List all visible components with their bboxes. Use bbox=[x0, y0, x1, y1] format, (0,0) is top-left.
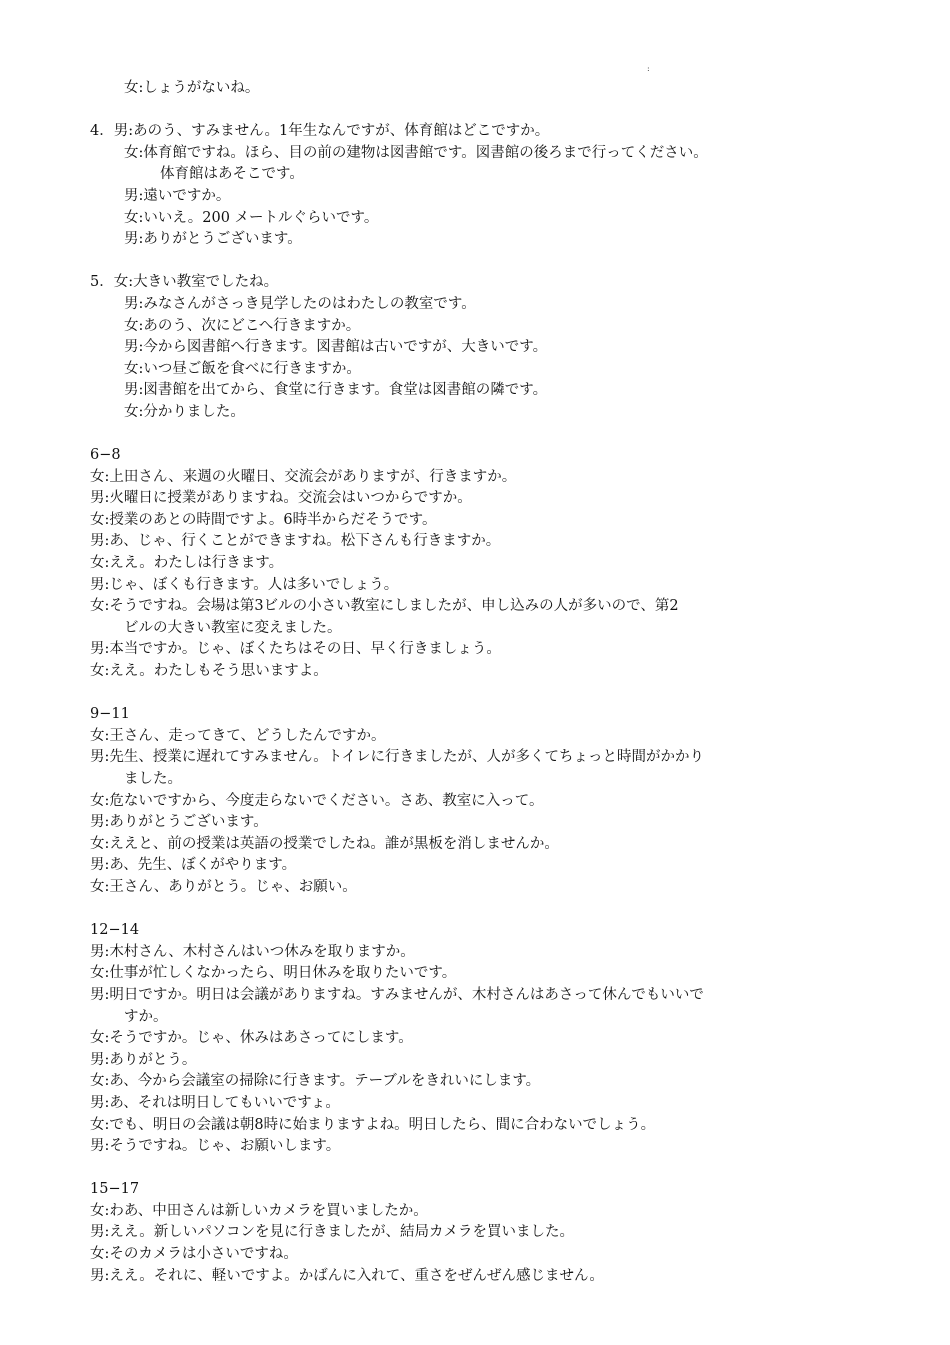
dialogue-line: 女:王さん、ありがとう。じゃ、お願い。 bbox=[90, 878, 357, 895]
dialogue-line: 女:でも、明日の会議は朝8時に始まりますよね。明日したら、間に合わないでしょう。 bbox=[90, 1116, 656, 1133]
dialogue-line: 男:みなさんがさっき見学したのはわたしの教室です。 bbox=[124, 295, 476, 312]
section-heading: 15−17 bbox=[90, 1181, 140, 1198]
dialogue-line: すか。 bbox=[124, 1008, 168, 1025]
dialogue-line: 男:遠いですか。 bbox=[124, 187, 231, 204]
dialogue-line: 女:ええ。わたしもそう思いますよ。 bbox=[90, 663, 328, 680]
dialogue-line: 男:木村さん、木村さんはいつ休みを取りますか。 bbox=[90, 943, 415, 960]
dialogue-line: 女:王さん、走ってきて、どうしたんですか。 bbox=[90, 727, 386, 744]
spacer bbox=[90, 424, 910, 446]
dialogue-line: 女:仕事が忙しくなかったら、明日休みを取りたいです。 bbox=[90, 965, 457, 982]
spacer bbox=[90, 1158, 910, 1180]
section-heading: 6−8 bbox=[90, 447, 121, 464]
dialogue-line: 男:ありがとう。 bbox=[90, 1051, 197, 1068]
dialogue-line: ました。 bbox=[124, 771, 182, 787]
dialogue-line: 男:今から図書館へ行きます。図書館は古いですが、大きいです。 bbox=[124, 339, 548, 356]
dialogue-line: 男:図書館を出てから、食堂に行きます。食堂は図書館の隣です。 bbox=[124, 382, 548, 399]
dialogue-line: 男:あ、じゃ、行くことができますね。松下さんも行きますか。 bbox=[90, 533, 501, 550]
spacer bbox=[90, 251, 910, 273]
dialogue-line: 女:ええと、前の授業は英語の授業でしたね。誰が黒板を消しませんか。 bbox=[90, 835, 559, 852]
dialogue-line: 女:わあ、中田さんは新しいカメラを買いましたか。 bbox=[90, 1202, 428, 1219]
dialogue-line: 男:先生、授業に遅れてすみません。トイレに行きましたが、人が多くてちょっと時間がかかり bbox=[90, 749, 705, 766]
dialogue-line: 男:あ、それは明日してもいいですょ。 bbox=[90, 1094, 340, 1111]
dialogue-line: 男:火曜日に授業がありますね。交流会はいつからですか。 bbox=[90, 490, 472, 507]
dialogue-line: 女:ええ。わたしは行きます。 bbox=[90, 555, 284, 572]
dialogue-line: 5．女:大きい教室でしたね。 bbox=[90, 274, 279, 291]
dialogue-line: 女:いつ昼ご飯を食べに行きますか。 bbox=[124, 360, 361, 377]
dialogue-line: 4．男:あのう、すみません。1年生なんですが、体育館はどこですか。 bbox=[90, 123, 550, 140]
dialogue-line: 女:授業のあとの時間ですよ。6時半からだそうです。 bbox=[90, 511, 437, 528]
dialogue-line: 男:ええ。それに、軽いですよ。かばんに入れて、重さをぜんぜん感じません。 bbox=[90, 1267, 604, 1284]
dialogue-line: 女:分かりました。 bbox=[124, 403, 245, 420]
section-heading: 9−11 bbox=[90, 706, 130, 723]
dialogue-line: 男:ありがとうございます。 bbox=[124, 231, 302, 248]
dialogue-line: 男:明日ですか。明日は会議がありますね。すみませんが、木村さんはあさって休んでもいいで bbox=[90, 986, 704, 1003]
dialogue-line: 女:そうですね。会場は第3ビルの小さい教室にしましたが、申し込みの人が多いので、第2 bbox=[90, 598, 679, 615]
dialogue-line: 女:あ、今から会議室の掃除に行きます。テーブルをきれいにします。 bbox=[90, 1073, 541, 1090]
dialogue-line: 女:上田さん、来週の火曜日、交流会がありますが、行きますか。 bbox=[90, 468, 517, 485]
dialogue-line: 女:しょうがないね。 bbox=[124, 80, 260, 96]
dialogue-line: 男:そうですね。じゃ、お願いします。 bbox=[90, 1138, 341, 1155]
dialogue-line: 女:そうですか。じゃ、休みはあさってにします。 bbox=[90, 1030, 413, 1047]
transcript-document bbox=[90, 78, 910, 1287]
dialogue-line: 女:体育館ですね。ほら、目の前の建物は図書館です。図書館の後ろまで行ってください。 bbox=[124, 144, 708, 161]
dialogue-line: 男:本当ですか。じゃ、ぼくたちはその日、早く行きましょう。 bbox=[90, 641, 501, 658]
dialogue-line: 男:じゃ、ぼくも行きます。人は多いでしょう。 bbox=[90, 576, 399, 593]
spacer bbox=[90, 100, 910, 122]
dialogue-line: 男:ありがとうございます。 bbox=[90, 814, 268, 831]
dialogue-line: 女:いいえ。200 メートルぐらいです。 bbox=[124, 209, 379, 226]
dialogue-line: 女:危ないですから、今度走らないでください。さあ、教室に入って。 bbox=[90, 792, 544, 809]
spacer bbox=[90, 899, 910, 921]
section-heading: 12−14 bbox=[90, 922, 140, 939]
dialogue-line: 男:あ、先生、ぼくがやります。 bbox=[90, 857, 297, 874]
dialogue-line: 男:ええ。新しいパソコンを見に行きましたが、結局カメラを買いました。 bbox=[90, 1224, 574, 1241]
dialogue-line: 体育館はあそこです。 bbox=[160, 166, 304, 183]
dialogue-line: 女:あのう、次にどこへ行きますか。 bbox=[124, 317, 361, 334]
dialogue-line: ビルの大きい教室に変えました。 bbox=[124, 619, 342, 636]
dialogue-line: 女:そのカメラは小さいですね。 bbox=[90, 1246, 298, 1263]
spacer bbox=[90, 683, 910, 705]
page-mark: : bbox=[647, 64, 650, 73]
